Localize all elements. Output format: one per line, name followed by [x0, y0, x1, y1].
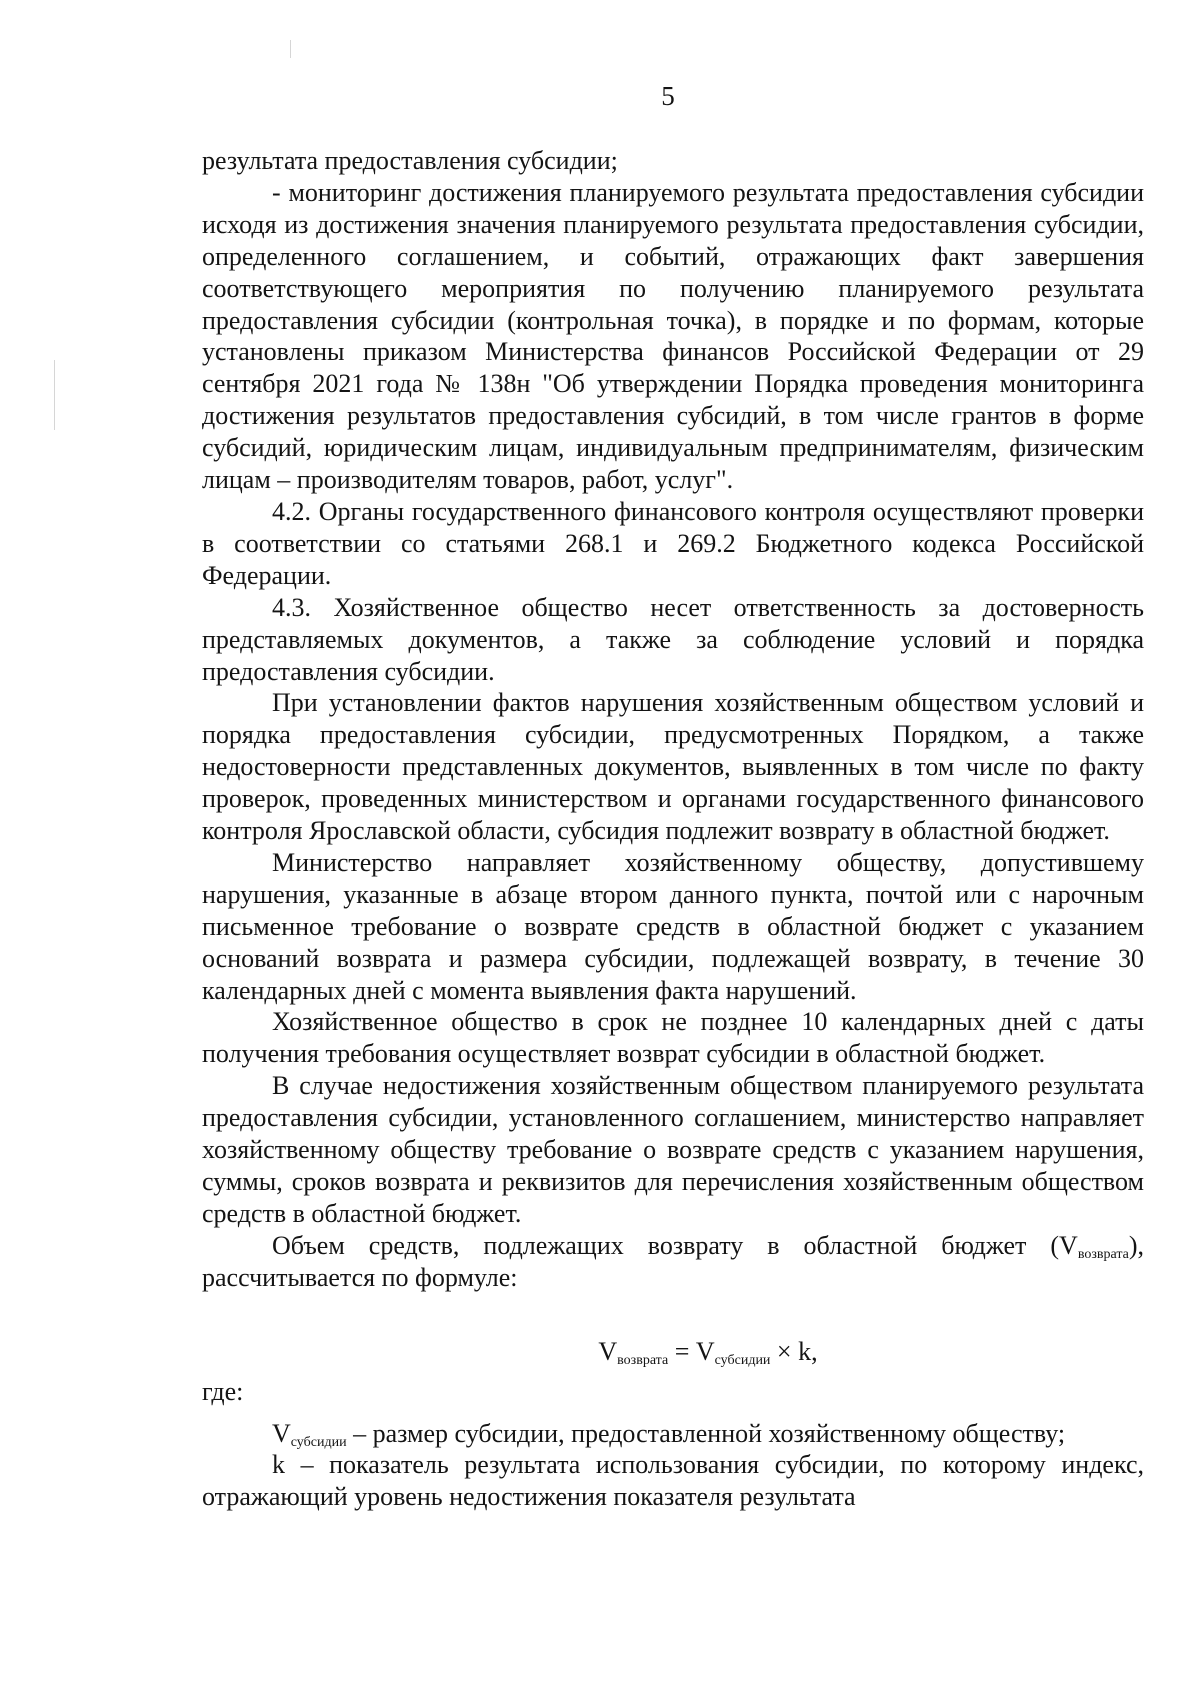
- paragraph-volume: [202, 1230, 1144, 1294]
- definition-text: – показатель результата использования субсидии, по которому индекс, отражающий уровень недостижения показателя результата: [202, 1450, 1144, 1512]
- paragraph-ministry-notice: Министерство направляет хозяйственному обществу, допустившему нарушения, указанные в абзаце втором данного пункта, почтой или с нарочным письменное требование о возврате средств в областной бюджет с указанием оснований возврата и размера субсидии, подлежащей возврату, в течение 30 календарных дней с момента выявления факта нарушений.: [202, 847, 1144, 1005]
- definition-k: [202, 1449, 1144, 1513]
- paragraph-continuation: результата предоставления субсидии;: [202, 146, 618, 175]
- formula-equals: =: [668, 1336, 696, 1366]
- paragraph-4-3: 4.3. Хозяйственное общество несет ответственность за достоверность представляемых документов, а также за соблюдение условий и порядка предоставления субсидии.: [202, 592, 1144, 686]
- formula-rhs-sub: субсидии: [714, 1352, 771, 1368]
- volume-subscript: возврата: [1077, 1246, 1129, 1262]
- volume-text-after: ), рассчитывается по формуле:: [202, 1230, 1144, 1292]
- document-body: [202, 145, 1144, 1513]
- paragraph-monitoring: - мониторинг достижения планируемого результата предоставления субсидии исходя из достижения значения планируемого результата предоставления субсидии, определенного соглашением, и событий, отражающих факт завершения соответствующего мероприятия по получению планируемого результата предоставления субсидии (контрольная точка), в порядке и по формам, которые установлены приказом Министерства финансов Российской Федерации от 29 сентября 2021 года № 138н "Об утверждении Порядка проведения мониторинга достижения результатов предоставления субсидий, в том числе грантов в форме субсидий, юридическим лицам, индивидуальным предпринимателям, физическим лицам – производителям товаров, работ, услуг".: [202, 177, 1144, 495]
- scan-edge-mark: [290, 40, 291, 58]
- definition-sub: субсидии: [290, 1434, 347, 1450]
- refund-formula: [202, 1334, 1144, 1370]
- formula-rest: × k,: [770, 1336, 818, 1366]
- paragraph-refund-deadline: Хозяйственное общество в срок не позднее 10 календарных дней с даты получения требования осуществляет возврат субсидии в областной бюджет.: [202, 1007, 1144, 1069]
- formula-lhs-var: V: [598, 1336, 618, 1366]
- volume-text-before: Объем средств, подлежащих возврату в областной бюджет (V: [272, 1230, 1078, 1260]
- definition-text: – размер субсидии, предоставленной хозяйственному обществу;: [346, 1418, 1066, 1448]
- formula-rhs-var: V: [695, 1336, 715, 1366]
- scan-edge-mark: [54, 360, 55, 430]
- definition-v-subsidy: [202, 1418, 1144, 1450]
- definition-var: k: [272, 1450, 285, 1480]
- page-number: 5: [661, 81, 675, 111]
- paragraph-non-achievement: В случае недостижения хозяйственным обществом планируемого результата предоставления субсидии, установленного соглашением, министерство направляет хозяйственному обществу требование о возврате средств с указанием нарушения, суммы, сроков возврата и реквизитов для перечисления хозяйственным обществом средств в областной бюджет.: [202, 1071, 1144, 1228]
- paragraph-4-2: 4.2. Органы государственного финансового контроля осуществляют проверки в соответствии со статьями 268.1 и 269.2 Бюджетного кодекса Российской Федерации.: [202, 496, 1144, 590]
- where-label: где:: [202, 1376, 244, 1406]
- paragraph-violations: При установлении фактов нарушения хозяйственным обществом условий и порядка предоставления субсидии, предусмотренных Порядком, а также недостоверности представленных документов, выявленных в том числе по факту проверок, проведенных министерством и органами государственного финансового контроля Ярославской области, субсидия подлежит возврату в областной бюджет.: [202, 688, 1144, 846]
- definition-var: V: [272, 1418, 291, 1448]
- formula-lhs-sub: возврата: [617, 1352, 669, 1368]
